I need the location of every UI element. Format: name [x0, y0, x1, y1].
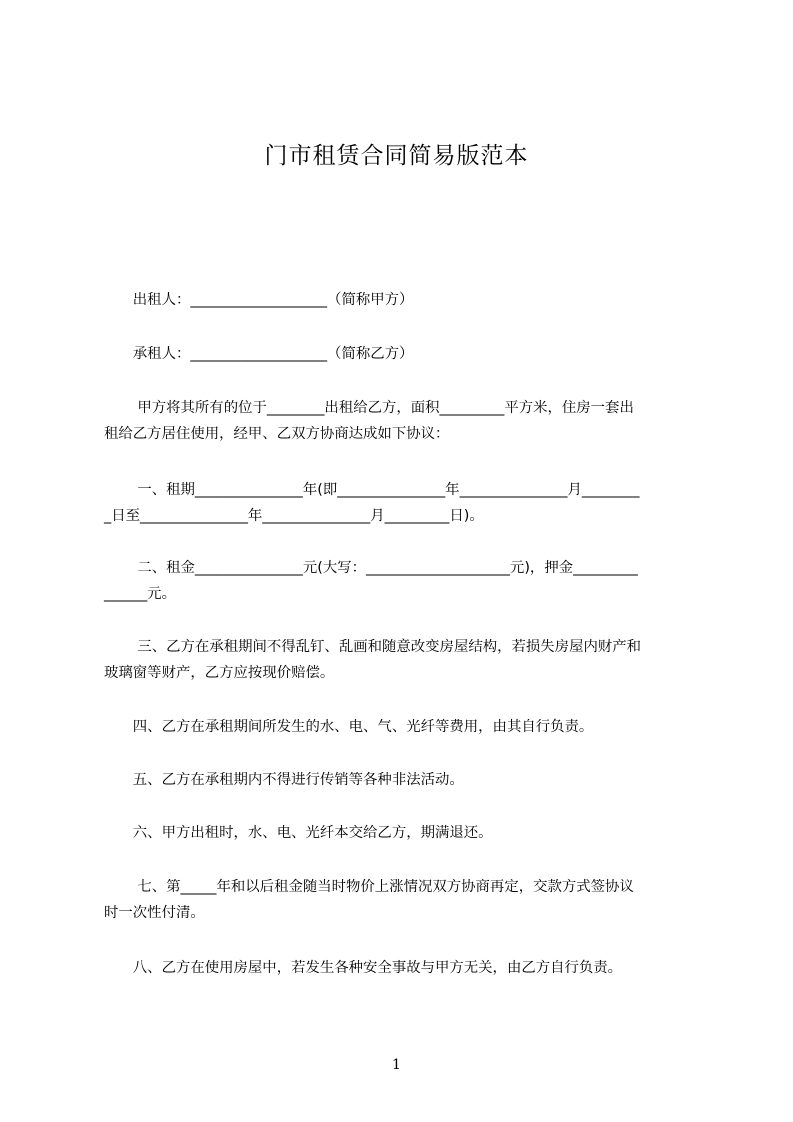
- clause-4-utilities: [104, 714, 704, 740]
- paragraph-line: ______元。: [104, 586, 176, 602]
- document-title: 门市租赁合同简易版范本: [264, 143, 529, 169]
- paragraph-line: 七、第_____年和以后租金随当时物价上涨情况双方协商再定，交款方式签协议: [104, 879, 634, 895]
- paragraph-line: _日至_______________年_______________月_________日)。: [104, 508, 484, 524]
- clause-6-handover: [104, 820, 704, 846]
- paragraph-line: 六、甲方出租时，水、电、光纤本交给乙方，期满退还。: [104, 825, 493, 841]
- paragraph-line: 四、乙方在承租期间所发生的水、电、气、光纤等费用，由其自行负责。: [104, 719, 594, 735]
- clause-1-lease-term: [104, 477, 704, 529]
- paragraph-line: 二、租金_______________元(大写：____________________元)，押金_________: [104, 560, 638, 576]
- clause-2-rent: [104, 555, 704, 607]
- paragraph-line: 八、乙方在使用房屋中，若发生各种安全事故与甲方无关，由乙方自行负责。: [104, 960, 623, 976]
- paragraph-line: 时一次性付清。: [104, 905, 205, 921]
- paragraph-line: 三、乙方在承租期间不得乱钉、乱画和随意改变房屋结构，若损失房屋内财产和: [104, 639, 642, 655]
- paragraph-line: 甲方将其所有的位于________出租给乙方，面积_________平方米，住房一套出: [104, 400, 634, 416]
- paragraph-line: 一、租期_______________年(即_______________年_______________月________: [104, 482, 640, 498]
- clause-7-rent-adjustment: [104, 874, 704, 926]
- page-number: 1: [392, 1057, 401, 1073]
- clause-3-property-damage: [104, 634, 704, 686]
- paragraph-line: 玻璃窗等财产，乙方应按现价赔偿。: [104, 665, 335, 681]
- paragraph-line: 租给乙方居住使用，经甲、乙双方协商达成如下协议：: [104, 426, 450, 442]
- lessee-paragraph: [104, 341, 704, 367]
- preamble-paragraph: [104, 395, 704, 447]
- paragraph-line: 五、乙方在承租期内不得进行传销等各种非法活动。: [104, 772, 464, 788]
- clause-5-illegal-activities: [104, 767, 704, 793]
- lessor-paragraph: [104, 287, 704, 313]
- paragraph-line: 出租人：___________________（简称甲方）: [104, 292, 414, 308]
- clause-8-safety: [104, 955, 704, 981]
- paragraph-line: 承租人：___________________（简称乙方）: [104, 346, 414, 362]
